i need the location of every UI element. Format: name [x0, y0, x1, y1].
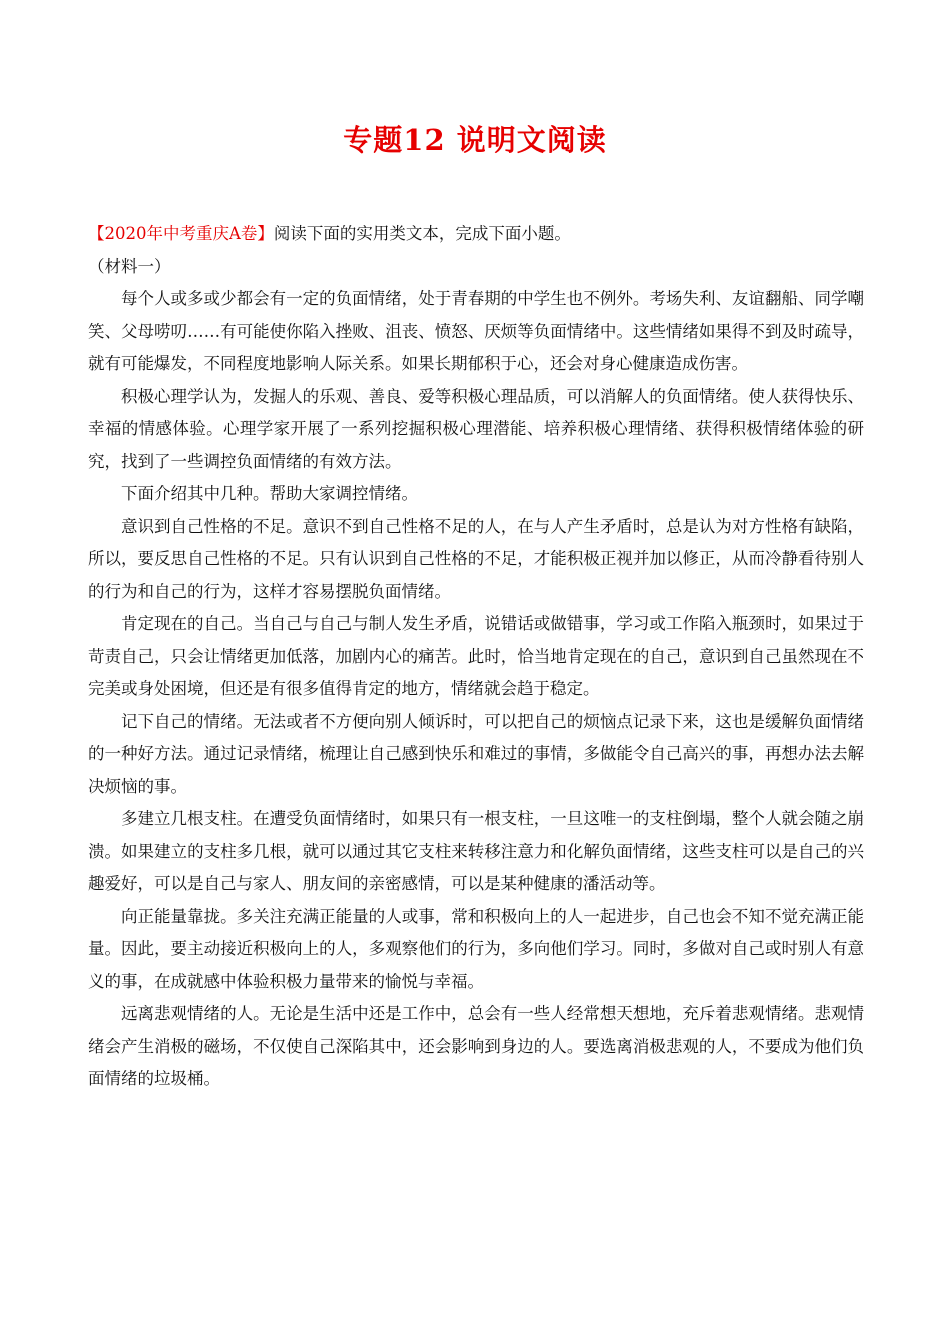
- material-label: （材料一）: [88, 256, 171, 276]
- paragraph: 意识到自己性格的不足。意识不到自己性格不足的人，在与人产生矛盾时，总是认为对方性格有缺陷，所以，要反思自己性格的不足。只有认识到自己性格的不足，才能积极正视并加以修正，从而冷静看待别人的行为和自己的行为，这样才容易摆脱负面情绪。: [88, 516, 864, 601]
- paragraph: 肯定现在的自己。当自己与自己与制人发生矛盾，说错话或做错事，学习或工作陷入瓶颈时，如果过于苛责自己，只会让情绪更加低落，加剧内心的痛苦。此时，恰当地肯定现在的自己，意识到自己虽然现在不完美或身处困境，但还是有很多值得肯定的地方，情绪就会趋于稳定。: [88, 614, 864, 698]
- document-body: [88, 218, 864, 1096]
- question-instruction: 阅读下面的实用类文本，完成下面小题。: [273, 224, 571, 243]
- paragraph: 远离悲观情绪的人。无论是生活中还是工作中，总会有一些人经常想天想地，充斥着悲观情绪。悲观情绪会产生消极的磁场，不仅使自己深陷其中，还会影响到身边的人。要选离消极悲观的人，不要成为他们负面情绪的垃圾桶。: [88, 1004, 864, 1088]
- paragraph: 每个人或多或少都会有一定的负面情绪，处于青春期的中学生也不例外。考场失利、友谊翻船、同学嘲笑、父母唠叨……有可能使你陷入挫败、沮丧、愤怒、厌烦等负面情绪中。这些情绪如果得不到及时疏导，就有可能爆发，不同程度地影响人际关系。如果长期郁积于心，还会对身心健康造成伤害。: [88, 289, 864, 373]
- paragraph: 向正能量靠拢。多关注充满正能量的人或事，常和积极向上的人一起进步，自己也会不知不觉充满正能量。因此，要主动接近积极向上的人，多观察他们的行为，多向他们学习。同时，多做对自己或时别人有意义的事，在成就感中体验积极力量带来的愉悦与幸福。: [88, 906, 864, 991]
- paragraph: 下面介绍其中几种。帮助大家调控情绪。: [121, 484, 418, 503]
- paragraph: 记下自己的情绪。无法或者不方便向别人倾诉时，可以把自己的烦恼点记录下来，这也是缓解负面情绪的一种好方法。通过记录情绪，梳理让自己感到快乐和难过的事情，多做能令自己高兴的事，再想办法去解决烦恼的事。: [88, 711, 864, 796]
- paragraph: 多建立几根支柱。在遭受负面情绪时，如果只有一根支柱，一旦这唯一的支柱倒塌，整个人就会随之崩溃。如果建立的支柱多几根，就可以通过其它支柱来转移注意力和化解负面情绪，这些支柱可以是自己的兴趣爱好，可以是自己与家人、朋友间的亲密感情，可以是某种健康的潘活动等。: [88, 809, 864, 893]
- page-title: 专题12 说明文阅读: [343, 123, 607, 157]
- question-intro: [88, 218, 864, 251]
- source-tag: 【2020年中考重庆A卷】: [88, 224, 274, 243]
- paragraph: 积极心理学认为，发掘人的乐观、善良、爱等积极心理品质，可以消解人的负面情绪。使人获得快乐、幸福的情感体验。心理学家开展了一系列挖掘积极心理潜能、培养积极心理情绪、获得积极情绪体验的研究，找到了一些调控负面情绪的有效方法。: [88, 386, 864, 471]
